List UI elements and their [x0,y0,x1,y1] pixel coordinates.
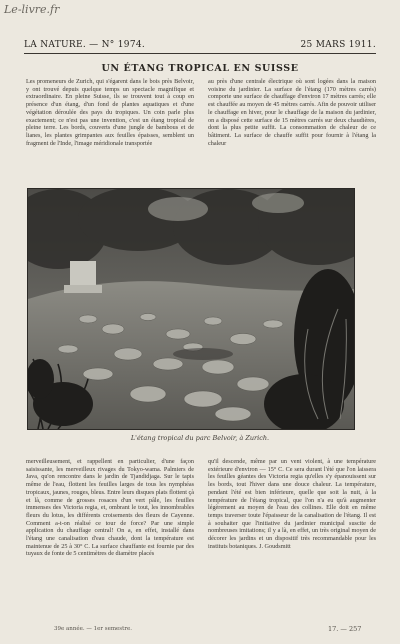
footer-volume: 39e année. — 1er semestre. [54,626,132,632]
issue-date: 25 MARS 1911. [300,40,376,50]
pond-photograph [27,188,355,430]
top-text-columns [26,78,376,182]
header-rule [24,53,376,54]
text-column-right-bottom: qu'il descende, même par un vent violent, à une température extérieure d'environ — 15° C. Ce sera durant l'été que l'on laissera les feuilles géantes des Victoria regia qu'elles s'y épanouissent sur les bords, tout l'hiver dans une douce chaleur. La température, pendant l'été est bien inférieure, quelle que soit la nuit, à la température de l'étang tropical, que l'on n'a eu qu'à augmenter légèrement au moyen de l'eau des collines. Elle doit en même temps traverser toute l'épaisseur de la canalisation de l'étang. Il est à souhaiter que l'initiative du jardinier municipal suscite de nombreuses imitations; il y a là, en effet, un très original moyen de décorer les jardins et un dispositif très recommandable pour les instituts botaniques. J. Goudsmitt [208,458,376,550]
journal-issue: LA NATURE. — N° 1974. [24,40,146,50]
page-header [24,40,376,50]
article-title: UN ÉTANG TROPICAL EN SUISSE [101,63,299,74]
photo-caption: L'étang tropical du parc Belvoir, à Zurich. [130,434,270,442]
text-column-right: au près d'une centrale électrique où sont logées dans la maison voisine du jardinier. La surface de l'étang (170 mètres carrés) comporte une surface de chauffage d'environ 17 mètres carrés; elle est chauffée au moyen de 45 mètres carrés. Afin de pouvoir utiliser le chauffage en hiver, pour le chauffage de la maison du jardinier, on a disposé cette surface de 15 mètres carrés sur deux chaudières, dont la plus petite suffit. La consommation de chaleur de ce bâtiment. La surface de chauffe suffit pour fournir à l'étang la chaleur [208,78,376,147]
text-column-left-bottom: merveilleusement, et rappellent en particulier, d'une façon saisissante, les merveilleux rivages du Tokyo-wama. Palmiers de Java, qu'on rencontre dans le jardin de Tjandidjaga. Sur le tapis même de l'eau, flottent les feuilles larges de tous les nymphéas tropicaux, jaunes, rouges, bleus. Entre leurs disques plats flottent çà et là, comme de grosses rosaces d'un vert pâle, les feuilles immenses des Victoria regia, et, ombrant le tout, les innombrables fleurs du lotus, les différents croisements des fleurs de Cayenne. Comment a-t-on réalisé ce tour de force? Par une simple application du chauffage central! On a, en effet, installé dans l'étang une canalisation d'eau chaude, dont la température est maintenue de 25 à 30° C. La surface chauffante est fournie par des tuyaux de fonte de 5 centimètres de diamètre placés [26,458,194,558]
watermark: Le-livre.fr [4,3,60,16]
bottom-text-columns [26,458,376,618]
pond-photograph-drawing [28,189,354,429]
text-column-left: Les promeneurs de Zurich, qui s'égarent dans le bois près Belvoir, y ont trouvé depuis quelque temps un spectacle magnifique et extraordinaire. En pleine Suisse, ils se trouvent tout à coup en présence d'un étang, d'un fond de plantes aquatiques et d'une végétation déroulée des pays du tropiques. Un coin parle plus exactement; ce n'est pas une invention, c'est un étang tropical de pleine terre. Les bords, couverts d'une jungle de bambous et de lianes, les plantes grimpantes aux feuilles épaisses, semblent un fragment de l'Inde, l'image méridionale transportée [26,78,194,147]
page-number: 17. — 257 [328,625,362,633]
